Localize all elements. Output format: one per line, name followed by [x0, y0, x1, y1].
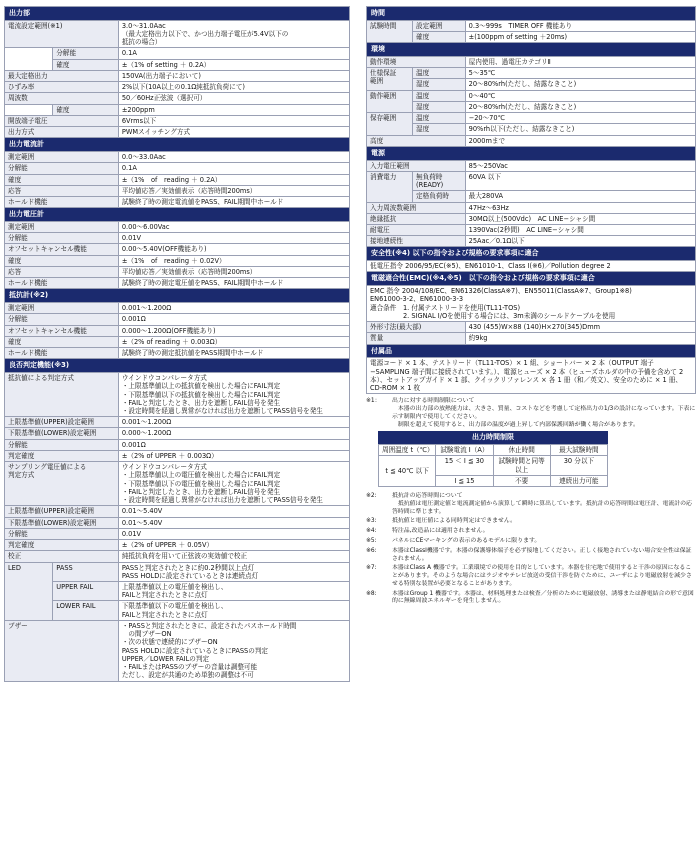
spec-label: 応答: [5, 266, 119, 277]
spec-row: [5, 289, 350, 303]
spec-value: 25Aac／0.1Ω以下: [465, 236, 695, 247]
spec-label: 上限基準値(UPPER)設定範囲: [5, 506, 119, 517]
spec-sublabel: 定格負荷時: [413, 191, 466, 202]
spec-row: [5, 450, 350, 461]
spec-full-text: 電源コード × 1 本、テストリード（TL11-TOS）× 1 組、ショートバー × 2 本（OUTPUT 端子−SAMPLING 端子間に接続されています。）、電源ヒューズ × 2 本（ヒューズホルダの中の予備を含めて 2 本）、セットアップガイド × 1 部、クイックリファレンス × 各 1 冊（和／英文）、安全のために × 1 冊、CD-ROM × 1 枚: [367, 358, 696, 394]
spec-group-label: 試験時間: [367, 20, 413, 42]
spec-row: [5, 115, 350, 126]
spec-value: 0.001〜1.200Ω: [118, 303, 349, 314]
spec-sublabel: UPPER FAIL: [53, 582, 119, 601]
right-spec-column: [366, 6, 696, 608]
spec-value: 50／60Hz正弦波（選択可）: [118, 93, 349, 104]
section-header: 抵抗計(※2): [5, 289, 350, 303]
spec-label: 測定範囲: [5, 222, 119, 233]
spec-row: [5, 551, 350, 562]
spec-sublabel: 温度: [413, 68, 466, 79]
spec-row: [5, 439, 350, 450]
footnote: [366, 548, 696, 564]
spec-sublabel: 温度: [413, 90, 466, 101]
spec-value: 0.00〜6.00Vac: [118, 222, 349, 233]
spec-label: ブザー: [5, 620, 119, 681]
footnote-text: 特注品,改造品には適用されません。: [392, 528, 489, 535]
spec-row: [367, 135, 696, 146]
spec-row: [5, 197, 350, 208]
footnote: [366, 518, 696, 526]
spec-label: 測定範囲: [5, 152, 119, 163]
spec-row: [367, 113, 696, 124]
spec-row: [5, 359, 350, 373]
spec-value: −20〜70℃: [465, 113, 695, 124]
spec-label: オフセットキャンセル機能: [5, 325, 119, 336]
spec-value: 0.01V: [118, 233, 349, 244]
section-header: 出力部: [5, 7, 350, 21]
spec-label: 絶縁抵抗: [367, 213, 466, 224]
spec-label: 開放端子電圧: [5, 115, 119, 126]
spec-row: [5, 222, 350, 233]
spec-value: 1390Vac(2秒間) AC LINE−シャシ間: [465, 225, 695, 236]
spec-value: ウインドウコンパレータ方式 ・上限基準値以上の抵抗値を検出した場合にFAIL判定 ・下限基準値以下の抵抗値を検出した場合にFAIL判定 ・FAILと判定したとき、出力を遮断しFAIL信号を発生 ・設定時間を経過し異常がなければ出力を遮断してPASS信号を発生: [118, 373, 349, 417]
spec-sublabel: 分解能: [53, 48, 119, 59]
notes-bottom: [366, 493, 696, 606]
spec-row: [367, 79, 696, 90]
spec-value: 20〜80%rh(ただし、結露なきこと): [465, 101, 695, 112]
spec-label: 確度: [5, 174, 119, 185]
spec-row: [367, 272, 696, 286]
spec-row: [367, 101, 696, 112]
spec-row: [5, 93, 350, 104]
spec-label: オフセットキャンセル機能: [5, 244, 119, 255]
spec-row: [5, 7, 350, 21]
limit-header: 休止時間: [493, 445, 550, 456]
spec-group-label: 消費電力: [367, 171, 413, 202]
spec-row: [5, 528, 350, 539]
spec-row: [367, 225, 696, 236]
footnote-key: ※7:: [366, 565, 377, 572]
footnote-text: 本器はClassⅠ機器です。本器の保護導体端子を必ず接地してください。正しく接地されていない場合安全性は保証されません。: [392, 547, 692, 562]
spec-value: 0.0〜33.0Aac: [118, 152, 349, 163]
spec-label: 下限基準値(LOWER)設定範囲: [5, 517, 119, 528]
section-header: 電磁適合性(EMC)(※4,※5) 以下の指令および規格の要求事項に適合: [367, 272, 696, 286]
spec-value: 30MΩ以上(500Vdc) AC LINE−シャシ間: [465, 213, 695, 224]
spec-value: PWMスイッチング方式: [118, 127, 349, 138]
footnote-key: ※6:: [366, 547, 377, 554]
footnote: [366, 565, 696, 588]
spec-row: [5, 185, 350, 196]
spec-value: 0.000〜1.200Ω: [118, 428, 349, 439]
spec-row: [367, 191, 696, 202]
spec-value: 20〜80%rh(ただし、結露なきこと): [465, 79, 695, 90]
spec-row: [5, 620, 350, 681]
spec-value: 0.00〜5.40V(OFF機能あり): [118, 244, 349, 255]
spec-value: ±（2% of reading ＋ 0.003Ω）: [118, 336, 349, 347]
spec-row: [5, 540, 350, 551]
footnote-key: ※8:: [366, 590, 377, 597]
spec-row: [5, 138, 350, 152]
spec-label: 出力方式: [5, 127, 119, 138]
spec-value: 下限基準値以下の電圧値を検出し、 FAILと判定されたときに点灯: [118, 601, 349, 620]
limit-cell: I ≦ 15: [436, 475, 493, 486]
limit-temp: t ≦ 40℃ 以下: [379, 456, 436, 487]
spec-row: [367, 344, 696, 358]
footnote-key: ※5:: [366, 538, 377, 545]
spec-sublabel: 温度: [413, 113, 466, 124]
spec-label: 分解能: [5, 439, 119, 450]
spec-row: [5, 59, 350, 70]
spec-value: ±（1% of setting ＋ 0.2A）: [118, 59, 349, 70]
spec-row: [367, 160, 696, 171]
spec-value: 3.0〜31.0Aac （最大定格出力以下で、かつ出力端子電圧が5.4V以下の 抵抗の場合）: [118, 20, 349, 48]
section-header: 出力電圧計: [5, 208, 350, 222]
limit-cell: 試験時間と同等以上: [493, 456, 550, 475]
spec-row: [5, 348, 350, 359]
spec-row: [367, 261, 696, 272]
right-spec-table: [366, 6, 696, 394]
spec-label: ホールド機能: [5, 348, 119, 359]
spec-row: [5, 601, 350, 620]
spec-value: 最大280VA: [465, 191, 695, 202]
spec-value: 0.1A: [118, 48, 349, 59]
spec-value: 0.01〜5.40V: [118, 517, 349, 528]
spec-row: [5, 417, 350, 428]
limit-title: 出力時間制限: [378, 431, 608, 444]
spec-sublabel: 設定範囲: [413, 20, 466, 31]
spec-value: 試験終了時の測定抵抗値をPASS期間中ホールド: [118, 348, 349, 359]
footnote: [366, 538, 696, 546]
spec-value: 5〜35℃: [465, 68, 695, 79]
spec-row: [5, 325, 350, 336]
indent-cell: [5, 104, 53, 115]
limit-header: 試験電流 I（A）: [436, 445, 493, 456]
spec-label: ホールド機能: [5, 197, 119, 208]
spec-sublabel: 湿度: [413, 79, 466, 90]
spec-value: 屋内使用、過電圧カテゴリⅡ: [465, 56, 695, 67]
spec-value: ±（1% of reading ＋ 0.02V）: [118, 255, 349, 266]
section-header: 良否判定機能(※3): [5, 359, 350, 373]
spec-sublabel: 湿度: [413, 101, 466, 112]
spec-row: [367, 286, 696, 322]
left-spec-column: [4, 6, 350, 682]
spec-label: 判定確度: [5, 540, 119, 551]
spec-row: [5, 208, 350, 222]
spec-row: [367, 322, 696, 333]
spec-sublabel: 湿度: [413, 124, 466, 135]
limit-table: [378, 444, 608, 487]
spec-label: 分解能: [5, 314, 119, 325]
spec-row: [367, 236, 696, 247]
spec-value: ±(100ppm of setting ＋20ms): [465, 31, 695, 42]
spec-value: 上限基準値以上の電圧値を検出し、 FAILと判定されたときに点灯: [118, 582, 349, 601]
spec-label: 分解能: [5, 233, 119, 244]
footnote-text: 本器はGroup 1 機器です。本器は、材料処理または検査／分析のために電磁放射、誘導または静電結合の形で意図的に無線周波エネルギーを発生しません。: [392, 590, 694, 605]
spec-row: [5, 314, 350, 325]
spec-value: 2%以下(10A以上の0.1Ω純抵抗負荷にて): [118, 82, 349, 93]
spec-value: 0〜40℃: [465, 90, 695, 101]
limit-header: 最大試験時間: [550, 445, 607, 456]
spec-value: ±（1% of reading ＋ 0.2A）: [118, 174, 349, 185]
spec-row: [367, 56, 696, 67]
spec-row: [5, 255, 350, 266]
spec-value: 試験終了時の測定電圧値をPASS、FAIL期間中ホールド: [118, 278, 349, 289]
spec-row: [5, 428, 350, 439]
spec-label: 質量: [367, 333, 466, 344]
footnote: [366, 528, 696, 536]
spec-value: ±200ppm: [118, 104, 349, 115]
spec-value: ±（2% of UPPER ＋ 0.003Ω）: [118, 450, 349, 461]
spec-row: [367, 124, 696, 135]
spec-value: PASSと判定されたときに約0.2秒間以上点灯 PASS HOLDに設定されているときは連続点灯: [118, 562, 349, 581]
spec-value: 47Hz〜63Hz: [465, 202, 695, 213]
footnote: [366, 398, 696, 429]
spec-row: [5, 373, 350, 417]
spec-label: 分解能: [5, 528, 119, 539]
section-header: 出力電流計: [5, 138, 350, 152]
spec-value: 60VA 以下: [465, 171, 695, 190]
spec-label: 最大定格出力: [5, 70, 119, 81]
spec-group-label: LED: [5, 562, 53, 620]
spec-label: 電流設定範囲(※1): [5, 20, 119, 48]
spec-row: [5, 517, 350, 528]
spec-value: ウインドウコンパレータ方式 ・上限基準値以上の電圧値を検出した場合にFAIL判定 ・下限基準値以下の電圧値を検出した場合にFAIL判定 ・FAILと判定したとき、出力を遮断しFAIL信号を発生 ・設定時間を経過し異常がなければ出力を遮断してPASS信号を発生: [118, 462, 349, 506]
spec-label: 確度: [5, 255, 119, 266]
spec-value: 平均値応答／実効値表示（応答時間200ms）: [118, 266, 349, 277]
spec-label: 確度: [5, 336, 119, 347]
indent-cell: [5, 59, 53, 70]
spec-label: 分解能: [5, 163, 119, 174]
spec-label: 動作環境: [367, 56, 466, 67]
spec-row: [5, 233, 350, 244]
spec-sublabel: 確度: [413, 31, 466, 42]
spec-row: [367, 333, 696, 344]
output-time-limit: [378, 431, 608, 487]
spec-row: [5, 82, 350, 93]
spec-value: 85〜250Vac: [465, 160, 695, 171]
spec-row: [5, 127, 350, 138]
section-header: 安全性(※4) 以下の指令および規格の要求事項に適合: [367, 247, 696, 261]
spec-value: 0.01〜5.40V: [118, 506, 349, 517]
spec-sublabel: LOWER FAIL: [53, 601, 119, 620]
spec-label: 上限基準値(UPPER)設定範囲: [5, 417, 119, 428]
spec-label: 判定確度: [5, 450, 119, 461]
section-header: 時間: [367, 7, 696, 21]
spec-row: [5, 104, 350, 115]
footnote-text: パネルにCEマーキングの表示のあるモデルに限ります。: [392, 538, 541, 545]
spec-group-label: 動作範囲: [367, 90, 413, 112]
spec-row: [367, 171, 696, 190]
spec-value: 0.001〜1.200Ω: [118, 417, 349, 428]
limit-cell: 15 ＜ I ≦ 30: [436, 456, 493, 475]
spec-row: [5, 244, 350, 255]
spec-value: 約9kg: [465, 333, 695, 344]
spec-row: [367, 213, 696, 224]
spec-sublabel: 確度: [53, 104, 119, 115]
spec-row: [5, 20, 350, 48]
limit-cell: 不要: [493, 475, 550, 486]
spec-value: ・PASSと判定されたときに、設定されたパスホールド時間 の間ブザーON ・次の状態で連続的にブザーON PASS HOLDに設定されているときにPASSの判定 UPPER／LOWER FAILの判定 ・FAILまたはPASSのブザーの音量は調整可能 ただし、設定が共通のため単独の調整は不可: [118, 620, 349, 681]
spec-row: [5, 506, 350, 517]
footnote: [366, 493, 696, 516]
spec-row: [5, 303, 350, 314]
spec-label: 下限基準値(LOWER)設定範囲: [5, 428, 119, 439]
notes-top: [366, 398, 696, 429]
spec-row: [5, 70, 350, 81]
spec-label: 耐電圧: [367, 225, 466, 236]
spec-row: [5, 582, 350, 601]
spec-row: [367, 68, 696, 79]
spec-row: [367, 31, 696, 42]
spec-row: [5, 462, 350, 506]
spec-row: [5, 174, 350, 185]
spec-label: 入力電圧範囲: [367, 160, 466, 171]
spec-value: 2000mまで: [465, 135, 695, 146]
footnote-text: 出力に対する時間制限について 本器の出力部の放熱能力は、大きさ、質量、コストなどを考慮して定格出力の1/3の設計になっています。下表に示す制限内で使用してください。 制限を超えて使用すると、出力部の温度が過上昇して内部保護回路が働く場合があります。: [392, 398, 696, 428]
spec-label: 入力周波数範囲: [367, 202, 466, 213]
limit-cell: 30 分以下: [550, 456, 607, 475]
spec-value: 0.1A: [118, 163, 349, 174]
spec-label: 外形寸法(最大部): [367, 322, 466, 333]
spec-label: 周波数: [5, 93, 119, 104]
spec-row: [367, 202, 696, 213]
spec-row: [5, 48, 350, 59]
spec-value: 試験終了時の測定電流値をPASS、FAIL期間中ホールド: [118, 197, 349, 208]
spec-row: [367, 20, 696, 31]
spec-value: 0.001Ω: [118, 439, 349, 450]
spec-value: 平均値応答／実効値表示（応答時間200ms）: [118, 185, 349, 196]
footnote-key: ※3:: [366, 518, 377, 525]
footnote-key: ※4:: [366, 528, 377, 535]
spec-full-text: EMC 指令 2004/108/EC、EN61326(ClassA※7)、EN55011(ClassA※7、Group1※8) EN61000-3-2、EN61000-3-3 適合条件 1. 付属テストリードを使用(TL11-TOS) 2. SIGNAL I/Oを使用する場合には、3m未満のシールドケーブルを使用: [367, 286, 696, 322]
spec-value: 90%rh以下(ただし、結露なきこと): [465, 124, 695, 135]
spec-label: 応答: [5, 185, 119, 196]
spec-row: [367, 247, 696, 261]
spec-label: 校正: [5, 551, 119, 562]
spec-group-label: 仕様保証 範囲: [367, 68, 413, 90]
spec-group-label: 保存範囲: [367, 113, 413, 135]
spec-value: 0.001Ω: [118, 314, 349, 325]
spec-sublabel: PASS: [53, 562, 119, 581]
spec-row: [5, 152, 350, 163]
spec-row: [5, 562, 350, 581]
spec-value: 0.000〜1.200Ω(OFF機能あり): [118, 325, 349, 336]
limit-cell: 連続出力可能: [550, 475, 607, 486]
spec-sublabel: 無負荷時 (READY): [413, 171, 466, 190]
footnote: [366, 591, 696, 607]
spec-label: サンプリング電圧値による 判定方式: [5, 462, 119, 506]
spec-value: 150VA(出力端子において): [118, 70, 349, 81]
spec-row: [5, 336, 350, 347]
spec-value: ±（2% of UPPER ＋ 0.05V）: [118, 540, 349, 551]
section-header: 環境: [367, 43, 696, 57]
spec-row: [5, 266, 350, 277]
spec-row: [367, 43, 696, 57]
footnote-key: ※1：: [366, 398, 381, 405]
spec-label: 高度: [367, 135, 466, 146]
spec-row: [367, 90, 696, 101]
section-header: 付属品: [367, 344, 696, 358]
spec-row: [5, 163, 350, 174]
spec-value: 6Vrms以下: [118, 115, 349, 126]
spec-value: 430 (455)W×88 (140)H×270(345)Dmm: [465, 322, 695, 333]
spec-sublabel: 確度: [53, 59, 119, 70]
spec-label: ひずみ率: [5, 82, 119, 93]
indent-cell: [5, 48, 53, 59]
spec-label: ホールド機能: [5, 278, 119, 289]
footnote-text: 本器はClass A 機器です。工業環境での使用を目的としています。本器を住宅地で使用すると干渉の原因になることがあります。そのような場合にはラジオやテレビ放送の受信干渉を防ぐために、ユーザにより電磁放射を減少させる特別な装置が必要となることがあります。: [392, 565, 692, 587]
footnote-text: 抵抗計の応答時間について 抵抗値は電圧測定値と電流測定値から演算して瞬時に算出しています。抵抗計の応答時間は電圧計、電流計の応答時間に準じます。: [392, 493, 692, 515]
footnote-text: 抵抗値と電圧値による同時判定はできません。: [392, 518, 517, 525]
spec-full-text: 低電圧指令 2006/95/EC(※5)、EN61010-1、Class Ⅰ(※6)／Pollution degree 2: [367, 261, 696, 272]
spec-value: 純抵抗負荷を用いて正弦波の実効値で校正: [118, 551, 349, 562]
spec-row: [367, 358, 696, 394]
spec-row: [367, 7, 696, 21]
spec-row: [5, 278, 350, 289]
spec-label: 測定範囲: [5, 303, 119, 314]
spec-label: 抵抗値による判定方式: [5, 373, 119, 417]
spec-row: [367, 146, 696, 160]
spec-value: 0.01V: [118, 528, 349, 539]
footnote-key: ※2:: [366, 493, 377, 500]
spec-label: 接地連続性: [367, 236, 466, 247]
limit-header: 周囲温度 t（℃）: [379, 445, 436, 456]
spec-value: 0.3〜999s TIMER OFF 機能あり: [465, 20, 695, 31]
section-header: 電源: [367, 146, 696, 160]
left-spec-table: [4, 6, 350, 682]
